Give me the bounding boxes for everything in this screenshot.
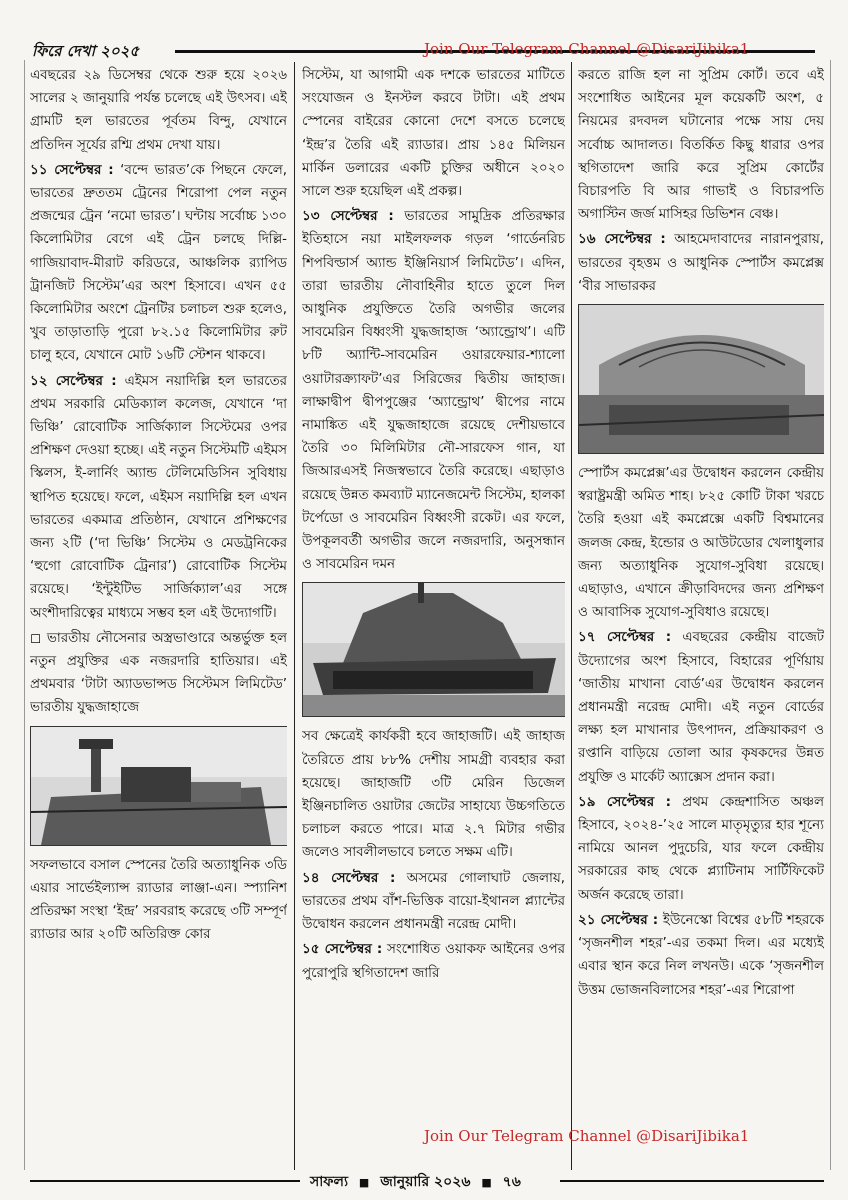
news-item: ১৫ সেপ্টেম্বর : সংশোধিত ওয়াকফ আইনের ওপর পুরোপুরি স্থগিতাদেশ জারি [302,942,565,981]
watermark-top: Join Our Telegram Channel @DisariJibika1 [424,40,750,58]
radar-ship-photo [30,726,287,846]
column-3 [578,64,824,1144]
footer-rule [30,1180,300,1182]
news-item: ◻ ভারতীয় নৌসেনার অস্ত্রভাণ্ডারে অন্তর্ভুক্ত হল নতুন প্রযুক্তির এক নজরদারি হাতিয়ার। এই প্রথমবার ‘টাটা অ্যাডভান্সড সিস্টেমস লিমিটেড’ ভারতীয় যুদ্ধজাহাজে [30,630,287,716]
bullet-icon: ◻ [30,630,42,646]
footer-info [310,1170,521,1194]
date-label: ১২ সেপ্টেম্বর : [30,373,117,389]
date-label: ১৩ সেপ্টেম্বর : [302,209,394,225]
date-label: ১৫ সেপ্টেম্বর : [302,942,383,958]
section-title: ফিরে দেখা ২০২৫ [32,42,140,60]
date-label: ১১ সেপ্টেম্বর : [30,162,114,178]
news-item: ১৪ সেপ্টেম্বর : অসমের গোলাঘাট জেলায়, ভারতের প্রথম বাঁশ-ভিত্তিক বায়ো-ইথানল প্ল্যান্টের উদ্বোধন করলেন প্রধানমন্ত্রী নরেন্দ্র মোদী। [302,870,565,933]
paragraph: সব ক্ষেত্রেই কার্যকরী হবে জাহাজটি। এই জাহাজ তৈরিতে প্রায় ৮৮% দেশীয় সামগ্রী ব্যবহার করা হয়েছে। জাহাজটি ৩টি মেরিন ডিজেল ইঞ্জিনচালিত ওয়াটার জেটের সাহায্যে উচ্চগতিতে চলাচল করতে পারে। মাত্র ২.৭ মিটার গভীর জলেও সাবলীলভাবে চলতে সক্ষম এটি। [302,729,565,861]
footer-rule [560,1180,824,1182]
date-label: ১৯ সেপ্টেম্বর : [578,794,671,810]
paragraph: সিস্টেম, যা আগামী এক দশকে ভারতের মাটিতে সংযোজন ও ইনস্টল করবে টাটা। এই প্রথম স্পেনের বাইরের কোনো দেশে বসতে চলেছে ‘ইন্দ্র’র তৈরি এই র‍্যাডার। প্রায় ১৪৫ মিলিয়ন মার্কিন ডলারের একটি চুক্তির অধীনে ২০২০ সালে শুরু হয়েছিল এই প্রকল্প। [302,68,565,200]
paragraph: স্পোর্টস কমপ্লেক্স’এর উদ্বোধন করলেন কেন্দ্রীয় স্বরাষ্ট্রমন্ত্রী অমিত শাহ। ৮২৫ কোটি টাকা খরচে তৈরি হওয়া এই কমপ্লেক্সে একটি বিশ্বমানের জলজ কেন্দ্র, ইন্ডোর ও আউটডোর খেলাধুলার জন্য অত্যাধুনিক সুযোগ-সুবিধা রয়েছে। এছাড়াও, এখানে ক্রীড়াবিদদের জন্য প্রশিক্ষণ ও আবাসিক সুযোগ-সুবিধাও রয়েছে। [578,466,824,621]
news-item: ২১ সেপ্টেম্বর : ইউনেস্কো বিশ্বের ৫৮টি শহরকে ‘সৃজনশীল শহর’-এর তকমা দিল। এর মধ্যেই এবার স্থান করে নিল লখনউ। একে ‘সৃজনশীল উত্তম ভোজনবিলাসের শহর’-এর শিরোপা [578,912,824,998]
column-2 [302,64,565,1144]
news-item: ১৬ সেপ্টেম্বর : আহমেদাবাদের নারানপুরায়, ভারতের বৃহত্তম ও আধুনিক স্পোর্টস কমপ্লেক্স ‘বীর সাভারকর [578,232,824,294]
column-1 [30,64,287,1144]
news-item: ১১ সেপ্টেম্বর : ‘বন্দে ভারত’কে পিছনে ফেলে, ভারতের দ্রুততম ট্রেনের শিরোপা পেল নতুন প্রজন্মের ট্রেন ‘নমো ভারত’। ঘন্টায় সর্বোচ্চ ১৩০ কিলোমিটার বেগে এই ট্রেন চলছে দিল্লি-গাজিয়াবাদ-মীরাট করিডরে, আঞ্চলিক র‍্যাপিড ট্রানজিট সিস্টেম’এর অংশ হিসাবে। এখন ৫৫ কিলোমিটার অংশে ট্রেনটির চলাচল শুরু হলেও, খুব তাড়াতাড়ি পুরো ৮২.১৫ কিলোমিটার রুট চালু হবে, যেখানে মোট ১৬টি স্টেশন থাকবে। [30,162,287,364]
page-number: ৭৬ [502,1174,521,1190]
date-label: ১৭ সেপ্টেম্বর : [578,630,672,646]
date-label: ২১ সেপ্টেম্বর : [578,912,659,928]
news-item: ১৭ সেপ্টেম্বর : এবছরের কেন্দ্রীয় বাজেট উদ্যোগের অংশ হিসাবে, বিহারের পূর্ণিয়ায় ‘জাতীয় মাখানা বোর্ড’এর উদ্বোধন করলেন প্রধানমন্ত্রী নরেন্দ্র মোদী। এই নতুন বোর্ডের লক্ষ্য হল মাখানার উৎপাদন, প্রক্রিয়াকরণ ও রপ্তানি বাড়িয়ে তোলা আর কৃষকদের উন্নত প্রযুক্তি ও মার্কেট অ্যাক্সেস প্রদান করা। [578,630,824,785]
page-footer [0,1168,848,1194]
magazine-brand: সাফল্য [310,1174,349,1190]
paragraph: সফলভাবে বসাল স্পেনের তৈরি অত্যাধুনিক ৩ডি এয়ার সার্ভেইল্যান্স র‍্যাডার লাঞ্জা-এন। স্প্যানিশ প্রতিরক্ষা সংস্থা ‘ইন্দ্র’ সরবরাহ করেছে ৩টি সম্পূর্ণ র‍্যাডার আর ২০টি অতিরিক্ত কোর [30,857,287,943]
square-icon: ■ [358,1176,370,1189]
column-divider [294,62,295,1170]
news-item: ১৩ সেপ্টেম্বর : ভারতের সামুদ্রিক প্রতিরক্ষার ইতিহাসে নয়া মাইলফলক গড়ল ‘গার্ডেনরিচ শিপবিল্ডার্স অ্যান্ড ইঞ্জিনিয়ার্স লিমিটেড’। এদিন, তারা ভারতীয় নৌবাহিনীর হাতে তুলে দিল আধুনিক প্রযুক্তিতে তৈরি অগভীর জলের সাবমেরিন বিধ্বংসী যুদ্ধজাহাজ ‘অ্যান্ড্রোথ’। এটি ৮টি অ্যান্টি-সাবমেরিন ওয়ারফেয়ার-শ্যালো ওয়াটারক্র্যাফট’এর সিরিজের দ্বিতীয় জাহাজ। লাক্ষাদ্বীপ দ্বীপপুঞ্জের ‘অ্যান্ড্রোথ’ দ্বীপের নামে নামাঙ্কিত এই যুদ্ধজাহাজে রয়েছে দেশীয়ভাবে তৈরি ৩০ মিলিমিটার নৌ-সারফেস গান, যা জিআরএসই নিজস্বভাবে তৈরি করেছে। এছাড়াও রয়েছে উন্নত কমব্যাট ম্যানেজমেন্ট সিস্টেম, হালকা টর্পেডো ও সাবমেরিন বিধ্বংসী রকেট। এর ফলে, উপকূলবর্তী অগভীর জলে নজরদারি, অনুসন্ধান ও সাবমেরিন দমন [302,209,565,573]
sports-complex-photo [578,304,824,454]
date-label: ১৪ সেপ্টেম্বর : [302,870,396,886]
news-item: ১৯ সেপ্টেম্বর : প্রথম কেন্দ্রশাসিত অঞ্চল হিসাবে, ২০২৪-’২৫ সালে মাতৃমৃত্যুর হার শূন্যে নামিয়ে আনল পুদুচেরি, যার ফলে কেন্দ্রীয় সরকারের কাছ থেকে প্ল্যাটিনাম সার্টিফিকেট অর্জন করেছে তারা। [578,794,824,903]
paragraph: এবছরের ২৯ ডিসেম্বর থেকে শুরু হয়ে ২০২৬ সালের ২ জানুয়ারি পর্যন্ত চলেছে এই উৎসব। এই গ্রামটি হল ভারতের পূর্বতম বিন্দু, যেখানে প্রতিদিন সূর্যের রশ্মি প্রথম দেখা যায়। [30,68,287,153]
square-icon: ■ [481,1176,492,1189]
page-edge-left [24,60,25,1170]
watermark-bottom: Join Our Telegram Channel @DisariJibika1 [424,1127,750,1145]
issue-date: জানুয়ারি ২০২৬ [380,1174,471,1190]
paragraph: করতে রাজি হল না সুপ্রিম কোর্ট। তবে এই সংশোধিত আইনের মূল কয়েকটি অংশ, ৫ নিয়মের রদবদল ঘটানোর পক্ষে সায় দেয় সর্বোচ্চ আদালত। বিতর্কিত কিছু ধারার ওপর স্থগিতাদেশ জারি করে সুপ্রিম কোর্টের বিচারপতি বি আর গাভাই ও বিচারপতি অগাস্টিন জর্জ মাসিহর ডিভিশন বেঞ্চ। [578,68,824,223]
page-edge-right [830,60,831,1170]
warship-photo [302,582,565,717]
column-divider [571,62,572,1170]
date-label: ১৬ সেপ্টেম্বর : [578,232,666,248]
news-item: ১২ সেপ্টেম্বর : এইমস নয়াদিল্লি হল ভারতের প্রথম সরকারি মেডিক্যাল কলেজ, যেখানে ‘দা ভিঞ্চি’ রোবোটিক সার্জিক্যাল সিস্টেমের ওপর প্রশিক্ষণ দেওয়া হচ্ছে। এই নতুন সিস্টেমটি এইমস স্কিলস, ই-লার্নিং অ্যান্ড টেলিমেডিসিন সুবিধায় স্থাপিত হয়েছে। ফলে, এইমস নয়াদিল্লি হল এখন ভারতের একমাত্র প্রতিষ্ঠান, যেখানে প্রশিক্ষণের জন্য ২টি (‘দা ভিঞ্চি’ সিস্টেম ও মেডট্রনিকের ‘হুগো রোবোটিক ট্রেনার’) রোবোটিক সিস্টেম রয়েছে। ‘ইন্টুইটিভ সার্জিক্যাল’এর সঙ্গে অংশীদারিত্বের মাধ্যমে সম্ভব হল এই উদ্যোগটি। [30,373,287,621]
